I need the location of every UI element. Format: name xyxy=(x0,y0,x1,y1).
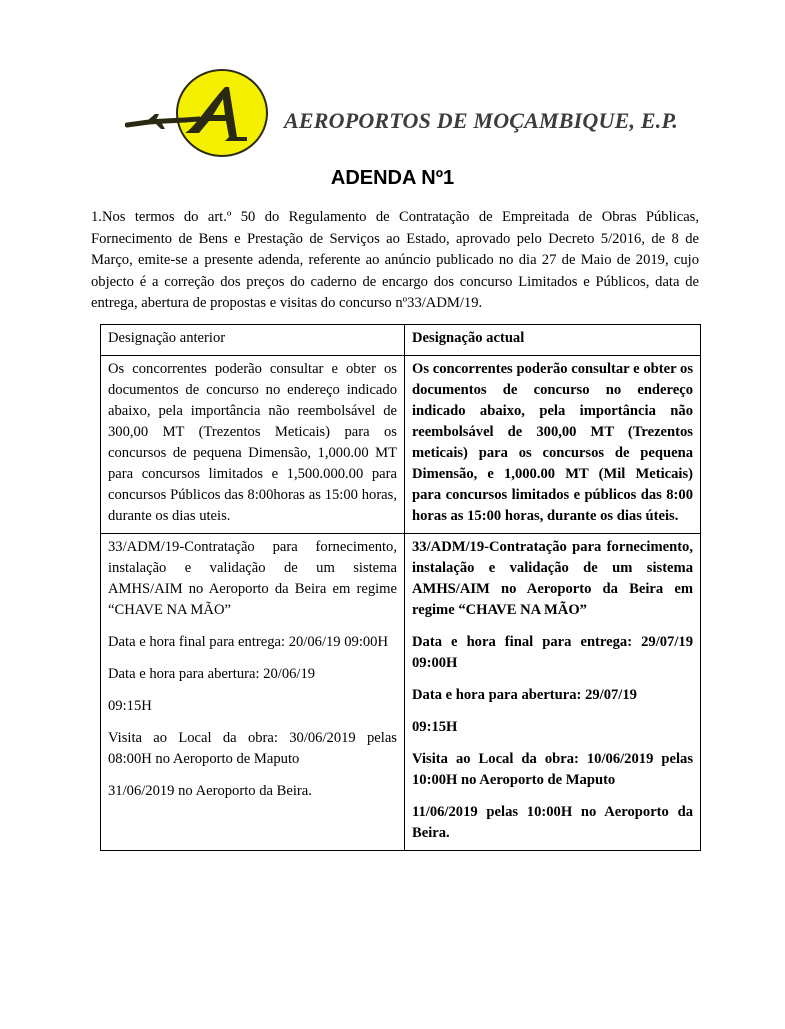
table-row xyxy=(101,534,701,851)
table-header-row xyxy=(101,325,701,356)
table-row xyxy=(101,356,701,534)
current-opening-date: Data e hora para abertura: 29/07/19 xyxy=(412,687,637,703)
current-opening-time: 09:15H xyxy=(412,719,458,735)
intro-paragraph: 1.Nos termos do art.º 50 do Regulamento de Contratação de Empreitada de Obras Públicas, Fornecimento de Bens e Prestação de Serviços ao Estado, aprovado pelo Decreto 5/2016, de 8 de Março, emite-se a presente adenda, referente ao anúncio publicado no dia 27 de Maio de 2019, cujo objecto é a correção dos preços do caderno de encargo dos concurso Limitados e Públicos, data de entrega, abertura de propostas e visitas do concurso nº33/ADM/19. xyxy=(91,209,699,312)
company-logo xyxy=(125,67,270,159)
previous-price-text: Os concorrentes poderão consultar e obter os documentos de concurso no endereço indicado abaixo, pela importância não reembolsável de 300,00 MT (Trezentos Meticais) para os concursos de pequena Dimensão, 1,000.00 MT para concursos limitados e 1,500.000.00 para concursos Públicos das 8:00horas as 15:00 horas, durante os dias uteis. xyxy=(101,356,405,534)
amendment-table xyxy=(100,324,701,851)
previous-opening-time: 09:15H xyxy=(108,698,152,714)
current-visit-maputo: Visita ao Local da obra: 10/06/2019 pelas 10:00H no Aeroporto de Maputo xyxy=(412,751,693,788)
current-dates-cell xyxy=(405,534,701,851)
document-title: ADENDA Nº1 xyxy=(330,167,455,189)
previous-visit-beira: 31/06/2019 no Aeroporto da Beira. xyxy=(108,783,312,799)
current-delivery-date: Data e hora final para entrega: 29/07/19 09:00H xyxy=(412,634,693,671)
previous-tender-title: 33/ADM/19-Contratação para fornecimento, instalação e validação de um sistema AMHS/AIM no Aeroporto da Beira em regime “CHAVE NA MÃO” xyxy=(108,539,397,618)
previous-dates-cell xyxy=(101,534,405,851)
current-price-text: Os concorrentes poderão consultar e obter os documentos de concurso no endereço indicado abaixo, pela importância não reembolsável de 300,00 MT (Trezentos meticais) para os concursos de pequena Dimensão, e 1,000.00 MT (Mil Meticais) para concursos limitados e públicos das 8:00 horas as 15:00 horas, durante os dias úteis. xyxy=(405,356,701,534)
airport-logo-icon xyxy=(125,67,270,159)
header-current: Designação actual xyxy=(405,325,701,356)
current-tender-title: 33/ADM/19-Contratação para fornecimento, instalação e validação de um sistema AMHS/AIM no Aeroporto da Beira em regime “CHAVE NA MÃO” xyxy=(412,539,693,618)
previous-opening-date: Data e hora para abertura: 20/06/19 xyxy=(108,666,316,682)
previous-delivery-date: Data e hora final para entrega: 20/06/19 09:00H xyxy=(108,634,389,650)
previous-visit-maputo: Visita ao Local da obra: 30/06/2019 pelas 08:00H no Aeroporto de Maputo xyxy=(108,730,397,767)
company-name: AEROPORTOS DE MOÇAMBIQUE, E.P. xyxy=(284,108,678,133)
header-previous: Designação anterior xyxy=(101,325,405,356)
current-visit-beira: 11/06/2019 pelas 10:00H no Aeroporto da Beira. xyxy=(412,804,693,841)
